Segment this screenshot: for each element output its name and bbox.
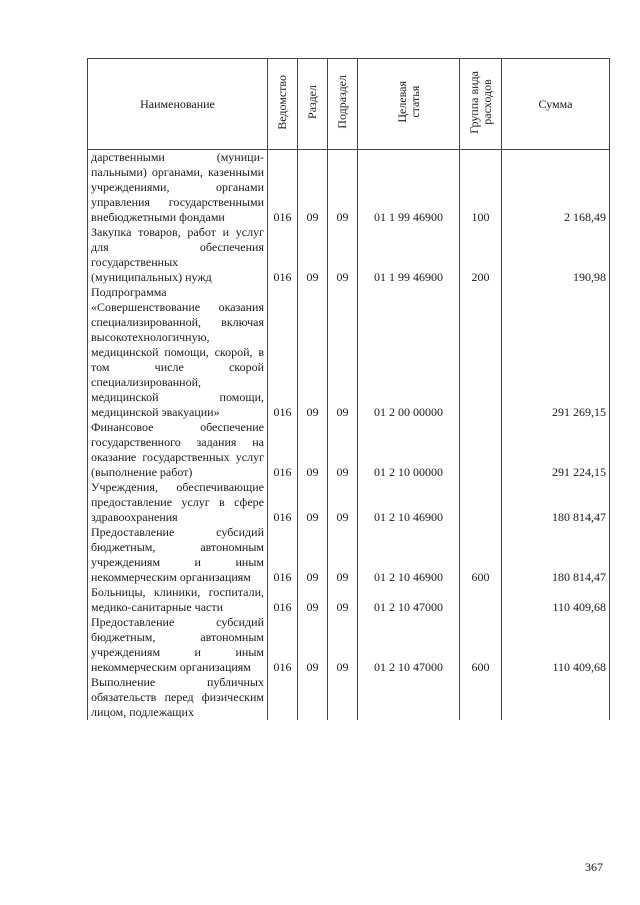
table-row bbox=[88, 615, 610, 675]
row-subsection: 09 bbox=[328, 480, 358, 525]
table-header-row bbox=[88, 59, 610, 150]
row-subsection: 09 bbox=[328, 285, 358, 420]
row-expense-group bbox=[460, 585, 502, 615]
header-section-label: Раздел bbox=[305, 85, 319, 119]
row-sum: 110 409,68 bbox=[502, 585, 610, 615]
row-subsection: 09 bbox=[328, 420, 358, 480]
row-section: 09 bbox=[298, 225, 328, 285]
header-expense-group-label: Группа вида расходов bbox=[466, 70, 494, 134]
row-target: 01 2 10 00000 bbox=[358, 420, 460, 480]
header-expense-group bbox=[460, 59, 502, 150]
row-subsection: 09 bbox=[328, 615, 358, 675]
row-expense-group: 200 bbox=[460, 225, 502, 285]
table-row bbox=[88, 420, 610, 480]
row-sum bbox=[502, 675, 610, 720]
row-section: 09 bbox=[298, 585, 328, 615]
row-sum: 291 224,15 bbox=[502, 420, 610, 480]
row-expense-group: 600 bbox=[460, 615, 502, 675]
row-target: 01 2 10 46900 bbox=[358, 480, 460, 525]
row-section bbox=[298, 675, 328, 720]
header-department-label: Ведомство bbox=[275, 74, 289, 130]
row-section: 09 bbox=[298, 285, 328, 420]
row-section: 09 bbox=[298, 420, 328, 480]
row-sum: 110 409,68 bbox=[502, 615, 610, 675]
row-sum: 180 814,47 bbox=[502, 480, 610, 525]
row-department: 016 bbox=[268, 225, 298, 285]
row-sum: 2 168,49 bbox=[502, 150, 610, 226]
row-target: 01 2 10 46900 bbox=[358, 525, 460, 585]
row-name: дарственными (муници-пальными) органами, казенными учреждениями, органами управления государственными внебюджетными фондами bbox=[88, 150, 268, 226]
row-department: 016 bbox=[268, 150, 298, 226]
page-number: 367 bbox=[585, 860, 603, 874]
row-name: Подпрограмма «Совершенствование оказания специализированной, включая высокотехнологичную, медицинской помощи, скорой, в том числе скорой специализированной, медицинской помощи, медицинской эвакуации» bbox=[88, 285, 268, 420]
table-row bbox=[88, 480, 610, 525]
row-name: Финансовое обеспечение государственного задания на оказание государственных услуг (выполнение работ) bbox=[88, 420, 268, 480]
row-department: 016 bbox=[268, 285, 298, 420]
table-row bbox=[88, 150, 610, 226]
table-row bbox=[88, 675, 610, 720]
row-subsection bbox=[328, 675, 358, 720]
row-target: 01 2 10 47000 bbox=[358, 615, 460, 675]
row-expense-group bbox=[460, 285, 502, 420]
header-target-label: Целевая статья bbox=[394, 81, 422, 123]
row-department: 016 bbox=[268, 480, 298, 525]
row-expense-group: 100 bbox=[460, 150, 502, 226]
row-sum: 291 269,15 bbox=[502, 285, 610, 420]
header-department bbox=[268, 59, 298, 150]
row-target: 01 1 99 46900 bbox=[358, 225, 460, 285]
header-name-label: Наименование bbox=[140, 96, 215, 111]
row-department: 016 bbox=[268, 525, 298, 585]
table-row bbox=[88, 585, 610, 615]
row-name: Больницы, клиники, госпитали, медико-санитарные части bbox=[88, 585, 268, 615]
row-section: 09 bbox=[298, 150, 328, 226]
row-target: 01 2 10 47000 bbox=[358, 585, 460, 615]
row-target: 01 2 00 00000 bbox=[358, 285, 460, 420]
table-row bbox=[88, 285, 610, 420]
row-name: Учреждения, обеспечивающие предоставление услуг в сфере здравоохранения bbox=[88, 480, 268, 525]
row-department: 016 bbox=[268, 615, 298, 675]
header-sum bbox=[502, 59, 610, 150]
row-sum: 190,98 bbox=[502, 225, 610, 285]
row-target bbox=[358, 675, 460, 720]
header-subsection-label: Подраздел bbox=[335, 75, 349, 129]
row-name: Выполнение публичных обязательств перед физическим лицом, подлежащих bbox=[88, 675, 268, 720]
row-section: 09 bbox=[298, 615, 328, 675]
row-section: 09 bbox=[298, 525, 328, 585]
header-sum-label: Сумма bbox=[538, 96, 573, 111]
row-expense-group bbox=[460, 420, 502, 480]
row-department: 016 bbox=[268, 420, 298, 480]
row-subsection: 09 bbox=[328, 225, 358, 285]
row-target: 01 1 99 46900 bbox=[358, 150, 460, 226]
row-section: 09 bbox=[298, 480, 328, 525]
row-expense-group bbox=[460, 675, 502, 720]
header-subsection bbox=[328, 59, 358, 150]
row-expense-group: 600 bbox=[460, 525, 502, 585]
header-target bbox=[358, 59, 460, 150]
row-name: Закупка товаров, работ и услуг для обеспечения государственных (муниципальных) нужд bbox=[88, 225, 268, 285]
row-subsection: 09 bbox=[328, 585, 358, 615]
row-subsection: 09 bbox=[328, 150, 358, 226]
row-subsection: 09 bbox=[328, 525, 358, 585]
row-sum: 180 814,47 bbox=[502, 525, 610, 585]
row-department: 016 bbox=[268, 585, 298, 615]
row-expense-group bbox=[460, 480, 502, 525]
budget-table bbox=[87, 58, 610, 720]
row-name: Предоставление субсидий бюджетным, автономным учреждениям и иным некоммерческим организациям bbox=[88, 525, 268, 585]
table-row bbox=[88, 225, 610, 285]
header-section bbox=[298, 59, 328, 150]
header-name bbox=[88, 59, 268, 150]
table-row bbox=[88, 525, 610, 585]
row-name: Предоставление субсидий бюджетным, автономным учреждениям и иным некоммерческим организациям bbox=[88, 615, 268, 675]
row-department bbox=[268, 675, 298, 720]
